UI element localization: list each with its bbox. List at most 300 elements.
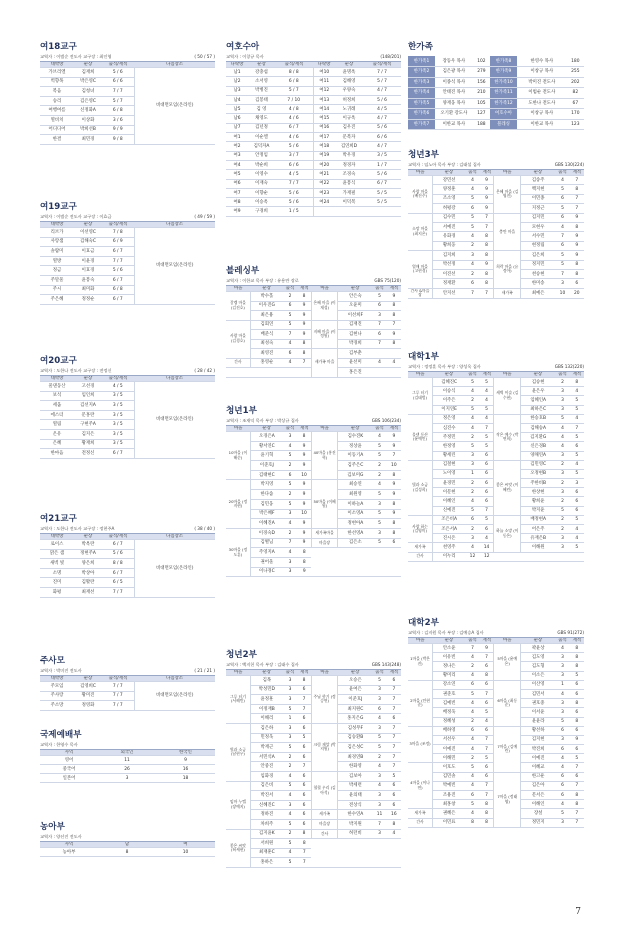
table-cell: 솔람미 bbox=[40, 247, 74, 257]
table-cell: 현정림 bbox=[521, 241, 556, 250]
table-cell: 9 bbox=[297, 528, 311, 538]
table-cell bbox=[372, 368, 386, 378]
table-cell: 210 bbox=[473, 88, 490, 99]
table-cell: 5 / 6 bbox=[275, 142, 313, 151]
table-row bbox=[40, 682, 215, 692]
table-cell: 이향순 bbox=[248, 188, 275, 197]
table-cell: 4 bbox=[465, 232, 479, 241]
table-row bbox=[226, 207, 401, 216]
table-cell: 6 / 7 bbox=[102, 295, 134, 305]
table-cell: 4 bbox=[555, 433, 569, 442]
table-cell: 5 bbox=[570, 754, 584, 763]
table-cell: 6 bbox=[283, 349, 297, 359]
table-row bbox=[40, 540, 215, 550]
column-header: 순장 bbox=[338, 670, 373, 676]
table-cell: 7 bbox=[570, 763, 584, 772]
table-cell: 3 bbox=[283, 509, 297, 519]
table-cell: 1 / 5 bbox=[275, 207, 313, 216]
table-cell: 6 bbox=[297, 743, 311, 753]
table-cell: 여호수아 bbox=[490, 109, 517, 120]
table-header-row bbox=[40, 750, 215, 756]
table-cell: 102 bbox=[473, 56, 490, 67]
table-cell: 6 bbox=[297, 791, 311, 801]
section-staff: 교역자 : 도한나 전도사 교구장 : 정현주A bbox=[40, 526, 115, 531]
table-cell: 4 bbox=[465, 772, 479, 781]
table-cell: 10 bbox=[555, 288, 569, 298]
table-cell: 최성숙 bbox=[250, 339, 282, 349]
meeting-place: 비대면모임(온라인) bbox=[134, 382, 215, 459]
table-cell: 3 bbox=[555, 534, 569, 543]
column-header: 마을 bbox=[226, 286, 250, 292]
table-cell: 9 bbox=[480, 194, 494, 203]
table-cell: 6 bbox=[570, 279, 584, 288]
table-cell: 가재필 bbox=[335, 188, 363, 197]
column-header: 재적 bbox=[297, 426, 311, 432]
table-row bbox=[226, 839, 401, 849]
table-cell: 7 bbox=[555, 269, 569, 278]
table-cell: 180 bbox=[567, 56, 584, 67]
column-header: 출석 bbox=[372, 670, 386, 676]
table-cell: 신예진 bbox=[433, 506, 466, 515]
table-cell: 이준호J bbox=[338, 695, 373, 705]
table-cell: 김해숙C bbox=[74, 237, 102, 247]
table-cell: 8 bbox=[297, 557, 311, 567]
table-cell: 8 bbox=[480, 671, 494, 680]
table-cell: 3 bbox=[283, 557, 297, 567]
table-cell: 이해인 bbox=[521, 800, 556, 809]
table-cell: 이민표 bbox=[433, 818, 466, 827]
table-cell: 이민종 bbox=[521, 194, 556, 203]
column-header: 출석/재적 bbox=[102, 534, 134, 540]
table-cell: 로이스 bbox=[40, 540, 74, 550]
village-name: 크림 재앙 (박지원) bbox=[311, 723, 337, 771]
section-title: 여호수아 bbox=[226, 42, 260, 52]
table-cell: 8 bbox=[570, 791, 584, 800]
village-name: 7마을 (김예린) bbox=[494, 726, 521, 772]
column-header: 마을 bbox=[311, 286, 337, 292]
village-table bbox=[226, 426, 401, 577]
table-cell: 7 bbox=[480, 222, 494, 231]
table-cell: 3 bbox=[372, 771, 386, 781]
table-cell: 202 bbox=[567, 77, 584, 88]
table-cell: 5 bbox=[465, 506, 479, 515]
column-header: 재적 bbox=[480, 372, 494, 378]
village-name: 사랑 마을 (배진주) bbox=[408, 176, 433, 214]
table-cell: 5 bbox=[283, 819, 297, 829]
table-cell: 윤봉숙 bbox=[74, 275, 102, 285]
table-cell: 9 bbox=[387, 292, 401, 302]
table-cell: 6 / 9 bbox=[102, 237, 134, 247]
table-cell: 7 bbox=[387, 762, 401, 772]
table-row bbox=[226, 528, 401, 538]
table-cell: 3 bbox=[283, 676, 297, 686]
table-cell: 6 bbox=[570, 689, 584, 698]
table-cell: 여21 bbox=[313, 170, 335, 179]
table-cell: 4 bbox=[283, 358, 297, 368]
table-cell: 윤은우 bbox=[521, 387, 556, 396]
table-cell: 3 bbox=[555, 653, 569, 662]
table-cell: 안정임 bbox=[248, 151, 275, 160]
table-cell: 5 bbox=[555, 717, 569, 726]
table-cell: 3 bbox=[465, 460, 479, 469]
table-cell: 김지은 bbox=[74, 429, 102, 439]
table-cell: 5 / 6 bbox=[102, 68, 134, 78]
table-cell: 한가족2 bbox=[408, 67, 435, 78]
table-cell: 3 bbox=[283, 695, 297, 705]
table-cell: 6 bbox=[297, 781, 311, 791]
table-cell: 8 bbox=[480, 279, 494, 288]
column-header: 재적 bbox=[297, 670, 311, 676]
table-cell: 7 bbox=[297, 848, 311, 858]
section-subtitle bbox=[226, 662, 401, 670]
column-header: 출석 bbox=[555, 638, 569, 644]
table-cell: 서선우 bbox=[433, 735, 466, 744]
table-cell: 홍하은 bbox=[250, 858, 282, 868]
table-cell: 7 bbox=[387, 743, 401, 753]
table-cell: 127 bbox=[473, 109, 490, 120]
village-name: 물댄 동산 (윤예인) bbox=[408, 414, 433, 460]
section-staff: 교역자 : 이창규 목사 bbox=[226, 54, 264, 59]
table-cell: 화평 bbox=[40, 587, 74, 597]
table-cell: 벽향목 bbox=[40, 77, 74, 87]
table-cell: 6 bbox=[297, 714, 311, 724]
column-header: 다짐장소 bbox=[134, 676, 215, 682]
table-cell: 6 bbox=[570, 726, 584, 735]
table-cell: 4 bbox=[465, 809, 479, 818]
table-cell: 2 bbox=[372, 752, 386, 762]
table-cell: 6 / 7 bbox=[102, 449, 134, 459]
table-cell: 3 bbox=[555, 469, 569, 478]
table-cell: 이상화 bbox=[74, 115, 102, 125]
table-cell: 정정순 bbox=[74, 295, 102, 305]
table-cell: 열림 bbox=[40, 420, 74, 430]
table-cell: 박은혜F bbox=[250, 509, 282, 519]
table-cell: 2 bbox=[465, 433, 479, 442]
table-cell: 문서은 bbox=[521, 791, 556, 800]
section-title: 국제예배부 bbox=[40, 730, 82, 740]
table-cell: 6 bbox=[555, 241, 569, 250]
table-cell: 은혜 bbox=[40, 439, 74, 449]
table-cell: 9 bbox=[297, 330, 311, 340]
table-cell: 여5 bbox=[226, 170, 248, 179]
table-cell: 한다솜 bbox=[250, 490, 282, 500]
table-cell: 박예빈 bbox=[433, 781, 466, 790]
table-cell: 3 / 5 bbox=[102, 410, 134, 420]
table-cell: 고선경 bbox=[74, 382, 102, 392]
table-cell: 여24 bbox=[313, 198, 335, 207]
table-cell: 6 bbox=[387, 676, 401, 686]
section-subtitle bbox=[40, 214, 215, 222]
table-row bbox=[408, 726, 584, 735]
table-cell: 5 / 6 bbox=[275, 188, 313, 197]
table-cell: 8 bbox=[570, 260, 584, 269]
table-cell: 김덕자A bbox=[248, 142, 275, 151]
column-header: 다락방 bbox=[226, 62, 248, 68]
table-cell: 5 bbox=[465, 763, 479, 772]
table-cell: 4 bbox=[555, 689, 569, 698]
section-youth1 bbox=[226, 406, 401, 577]
table-cell: 9 bbox=[570, 251, 584, 260]
table-row bbox=[226, 123, 401, 132]
table-cell: 이누리 bbox=[433, 552, 466, 561]
table-cell: 6 bbox=[480, 772, 494, 781]
table-cell: 임화경 bbox=[250, 771, 282, 781]
table-cell: 9 / 8 bbox=[102, 135, 134, 145]
table-cell: 7 bbox=[480, 213, 494, 222]
table-cell: 9 bbox=[297, 311, 311, 321]
table-cell: 7 bbox=[387, 704, 401, 714]
table-cell: 6 bbox=[465, 515, 479, 524]
table-row bbox=[408, 77, 584, 88]
table-cell: 5 bbox=[480, 378, 494, 387]
village-name: 은혜 마을 (이재성) bbox=[311, 292, 337, 321]
table-cell: 6 / 7 bbox=[275, 123, 313, 132]
table-cell: 홍영순 bbox=[250, 358, 282, 368]
section-title: 주사모 bbox=[40, 656, 65, 666]
table-cell: 박순희 bbox=[248, 160, 275, 169]
table-cell: 곽윤상 bbox=[521, 644, 556, 653]
table-cell: 7 bbox=[283, 538, 297, 548]
table-cell: 이소은 bbox=[521, 671, 556, 680]
table-cell: 2 bbox=[465, 479, 479, 488]
section-count: GBS 143(248) bbox=[371, 662, 401, 667]
table-cell: 7 bbox=[480, 735, 494, 744]
table-cell: 6 bbox=[387, 714, 401, 724]
table-cell: 황희웅 bbox=[433, 241, 466, 250]
section-subtitle bbox=[226, 278, 401, 286]
table-cell: 4 bbox=[465, 781, 479, 790]
table-cell: 8 bbox=[297, 339, 311, 349]
column-header: 재적 bbox=[480, 170, 494, 176]
table-cell: 2 bbox=[372, 461, 386, 471]
table-cell: 양채연A bbox=[521, 451, 556, 460]
section-intl bbox=[40, 730, 215, 783]
table-cell: 4 bbox=[570, 534, 584, 543]
table-cell: 5 bbox=[570, 469, 584, 478]
table-cell: 여8 bbox=[226, 198, 248, 207]
table-cell: 3 bbox=[555, 671, 569, 680]
table-cell: 7 bbox=[297, 358, 311, 368]
table-cell: 김민웅 bbox=[250, 499, 282, 509]
table-cell: 8 bbox=[98, 848, 156, 857]
table-cell: 2 bbox=[555, 525, 569, 534]
table-cell: 7 bbox=[387, 451, 401, 461]
table-cell: 9 bbox=[297, 441, 311, 451]
table-row bbox=[226, 105, 401, 114]
table-cell: 8 bbox=[387, 528, 401, 538]
section-staff: 교역자 : 백지헌 목사 부장 : 김태수 집사 bbox=[226, 662, 299, 667]
table-cell: 신혜진C bbox=[250, 800, 282, 810]
table-cell: 김은아 bbox=[521, 781, 556, 790]
table-cell: 4 / 6 bbox=[275, 133, 313, 142]
table-cell: 9 bbox=[570, 213, 584, 222]
table-cell: 오윤미 bbox=[338, 301, 373, 311]
table-row bbox=[226, 676, 401, 686]
table-cell: 4 / 7 bbox=[363, 114, 401, 123]
table-cell: 구현주A bbox=[74, 420, 102, 430]
table-cell: 4 / 5 bbox=[363, 105, 401, 114]
table-cell: 김철현 bbox=[433, 460, 466, 469]
table-cell: 김해승A bbox=[521, 423, 556, 432]
meeting-place: 비대면모임(온라인) bbox=[134, 540, 215, 598]
table-cell: 여20 bbox=[313, 160, 335, 169]
table-cell: 7 bbox=[480, 745, 494, 754]
table-cell: 4 bbox=[465, 176, 479, 185]
table-cell: 한결 bbox=[40, 135, 74, 145]
table-cell: 5 bbox=[372, 538, 386, 548]
table-cell: 이진선 bbox=[433, 269, 466, 278]
table-cell: 9 bbox=[480, 644, 494, 653]
column-header: 순장 bbox=[338, 426, 373, 432]
table-cell: 황미진 bbox=[74, 691, 102, 701]
table-cell: 3 bbox=[555, 396, 569, 405]
table-cell: 홍지은G bbox=[338, 714, 373, 724]
column-header: 마을 bbox=[408, 372, 433, 378]
village-name: 새벽 이슬 (김수현) bbox=[494, 378, 521, 415]
table-cell: 농아부 bbox=[40, 848, 98, 857]
section-univ1 bbox=[408, 352, 584, 562]
table-cell: 4 bbox=[480, 387, 494, 396]
table-cell: 5 bbox=[283, 781, 297, 791]
table-cell: 이승옥 bbox=[248, 198, 275, 207]
table-cell: 105 bbox=[473, 98, 490, 109]
table-cell: 한가족3 bbox=[408, 77, 435, 88]
table-cell: 6 bbox=[570, 680, 584, 689]
column-header: 다짐장소 bbox=[134, 534, 215, 540]
table-cell: 김선지A bbox=[74, 401, 102, 411]
table-cell: 한승호B bbox=[521, 414, 556, 423]
table-cell: 도한나 전도사 bbox=[517, 98, 567, 109]
table-cell: 장동우 목사 bbox=[435, 56, 473, 67]
table-cell: 8 bbox=[465, 818, 479, 827]
section-staff: 교역자 : 임노아 목사 부장 : 김태섭 집사 bbox=[408, 162, 481, 167]
table-cell: 9 bbox=[480, 176, 494, 185]
table-cell: 김봉태 bbox=[248, 95, 275, 104]
section-youth3 bbox=[408, 150, 584, 299]
table-cell: 심진수 bbox=[433, 423, 466, 432]
table-cell: 3 bbox=[555, 451, 569, 460]
table-cell: 5 bbox=[465, 689, 479, 698]
column-header: 재적 bbox=[387, 286, 401, 292]
table-cell: 임인희 bbox=[74, 391, 102, 401]
section-univ2 bbox=[408, 618, 584, 828]
table-row bbox=[226, 829, 401, 839]
table-cell: 최지원C bbox=[338, 704, 373, 714]
table-row bbox=[226, 188, 401, 197]
table-cell: 5 bbox=[283, 451, 297, 461]
table-cell: 박선정 bbox=[433, 260, 466, 269]
table-row bbox=[226, 114, 401, 123]
village-name: 30마을 (정도훈) bbox=[226, 528, 250, 576]
table-cell: 한영수 목사 bbox=[517, 56, 567, 67]
table-cell: 8 bbox=[480, 800, 494, 809]
table-cell: 5 bbox=[372, 509, 386, 519]
table-cell: 6 / 8 bbox=[102, 106, 134, 116]
table-cell: 3 bbox=[283, 800, 297, 810]
table-cell: 박진희 bbox=[521, 745, 556, 754]
table-cell: 일본어 bbox=[40, 774, 98, 783]
section-yeo18 bbox=[40, 42, 215, 145]
table-cell: 7 bbox=[387, 723, 401, 733]
table-cell: 8 bbox=[387, 339, 401, 349]
table-cell: 3 bbox=[372, 685, 386, 695]
table-cell: 4 bbox=[570, 414, 584, 423]
column-header: 순장 bbox=[250, 670, 282, 676]
table-cell: 5 bbox=[555, 260, 569, 269]
table-cell: 4 / 7 bbox=[363, 86, 401, 95]
table-cell: 남6 bbox=[226, 114, 248, 123]
table-cell: 윤여은 bbox=[338, 685, 373, 695]
table-cell: 이승식 bbox=[433, 387, 466, 396]
table-cell: 황희윤 bbox=[521, 497, 556, 506]
section-staff: 교역자 : 양선진 전도사 bbox=[40, 834, 82, 839]
column-header: 순장 bbox=[248, 62, 275, 68]
village-name: 주님 향기 (정승연) bbox=[311, 676, 337, 724]
table-cell: 여4 bbox=[226, 160, 248, 169]
table-cell: 이나경C bbox=[250, 567, 282, 577]
table-cell: 4 bbox=[555, 423, 569, 432]
table-cell: 5 bbox=[297, 733, 311, 743]
table-cell: 6 bbox=[297, 810, 311, 820]
section-staff: 교역자 : 한영수 목사 bbox=[40, 742, 78, 747]
table-cell: 여22 bbox=[313, 179, 335, 188]
table-row bbox=[40, 756, 215, 765]
table-cell: 강소연 bbox=[433, 680, 466, 689]
table-cell: 7 bbox=[570, 176, 584, 185]
column-header: 재적 bbox=[297, 286, 311, 292]
table-cell: 김연희D bbox=[335, 142, 363, 151]
table-cell: 2 bbox=[465, 241, 479, 250]
table-cell: 최재훈C bbox=[250, 848, 282, 858]
table-cell: 6 bbox=[555, 791, 569, 800]
table-cell: 세움 bbox=[40, 401, 74, 411]
table-cell: 5 / 6 bbox=[102, 549, 134, 559]
table-cell: 7 / 8 bbox=[102, 228, 134, 238]
table-cell: 4 bbox=[480, 414, 494, 423]
table-cell: 3 bbox=[372, 695, 386, 705]
column-header: 순장 bbox=[521, 372, 556, 378]
table-cell: 4 bbox=[555, 644, 569, 653]
table-cell: 6 / 8 bbox=[102, 285, 134, 295]
table-cell: 황재희 bbox=[74, 439, 102, 449]
table-cell: 박옥란 bbox=[74, 540, 102, 550]
table-cell: 김수진K bbox=[338, 432, 373, 442]
table-cell: 6 bbox=[480, 525, 494, 534]
table-cell: 5 bbox=[555, 506, 569, 515]
table-cell: 9 bbox=[480, 204, 494, 213]
table-cell: 오경은A bbox=[250, 432, 282, 442]
table-row bbox=[408, 251, 584, 260]
table-cell: 정하진 bbox=[250, 810, 282, 820]
table-cell: 사랑샘 bbox=[40, 237, 74, 247]
table-cell: 6 bbox=[480, 488, 494, 497]
table-cell: 박세련 bbox=[338, 781, 373, 791]
table-cell: 김민서 bbox=[521, 689, 556, 698]
table-cell: 5 bbox=[555, 414, 569, 423]
table-cell: 3 bbox=[555, 405, 569, 414]
table-cell: 최민경 bbox=[74, 135, 102, 145]
table-cell: 6 bbox=[480, 699, 494, 708]
table-cell: 9 bbox=[297, 480, 311, 490]
table-cell: 여13 bbox=[313, 95, 335, 104]
column-header: 다짐장소 bbox=[134, 376, 215, 382]
table-cell: 황미리 bbox=[433, 671, 466, 680]
table-cell: 정상윤 bbox=[338, 441, 373, 451]
table-cell: 3 bbox=[283, 567, 297, 577]
table-cell: 10 bbox=[297, 509, 311, 519]
table-cell: 물댄동산 bbox=[40, 382, 74, 392]
table-cell: 김활란 bbox=[74, 578, 102, 588]
